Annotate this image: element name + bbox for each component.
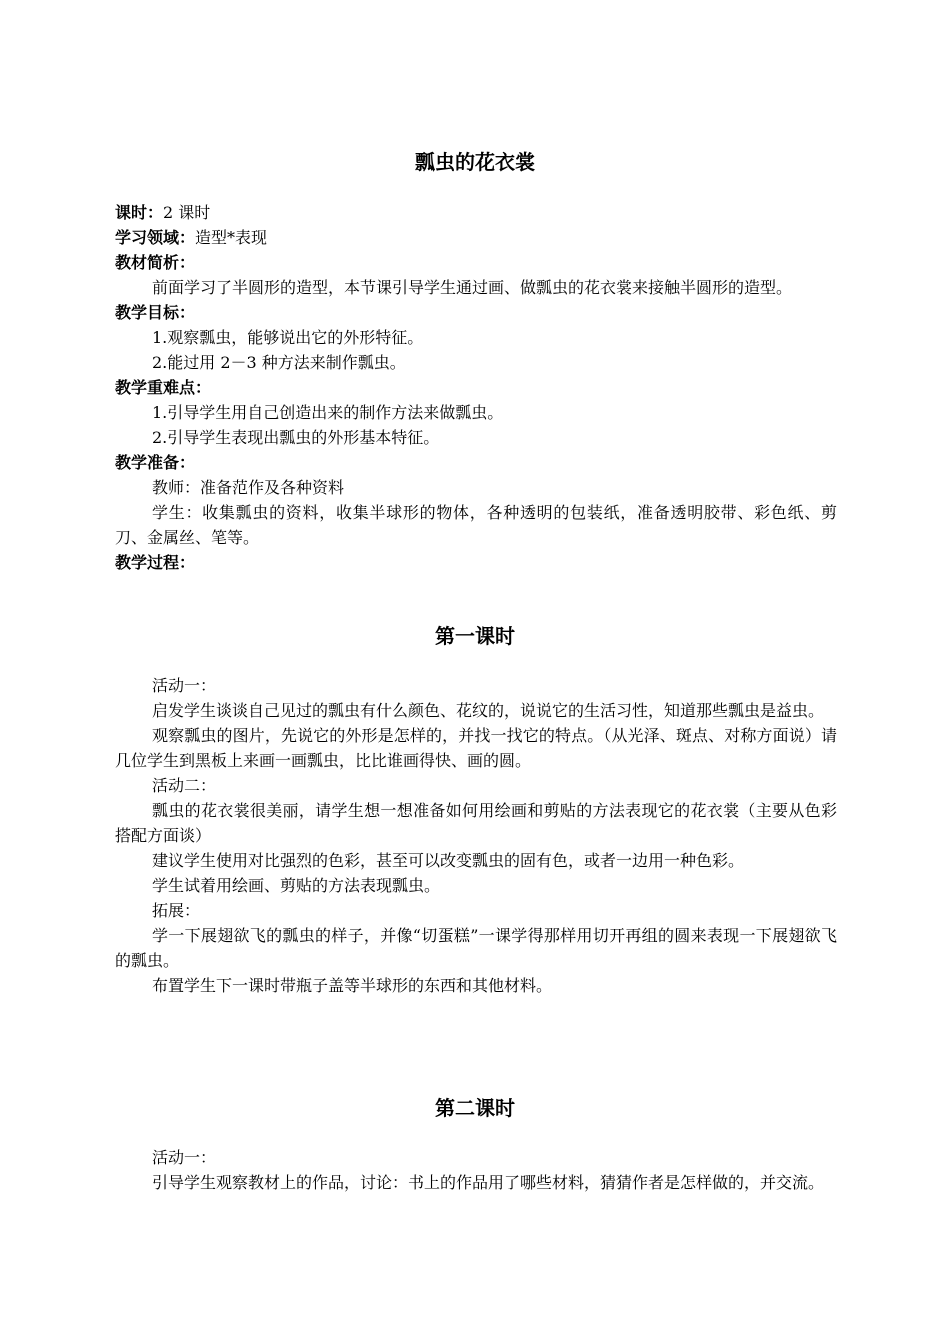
lesson1-heading: 第一课时: [435, 624, 515, 648]
goals-label-line: [115, 300, 837, 325]
preparation-label-line: [115, 450, 837, 475]
goal-item-1: 1.观察瓢虫，能够说出它的外形特征。: [152, 328, 424, 347]
process-label-line: [115, 550, 837, 575]
lesson2-activity1-label: 活动一：: [152, 1148, 217, 1167]
lesson1-body: [115, 673, 837, 998]
preparation-teacher: 教师：准备范作及各种资料: [152, 478, 345, 497]
analysis-label: 教材简析：: [115, 253, 196, 272]
class-hours-label: 课时：: [115, 203, 164, 222]
lesson1-activity1-paragraph2: 观察瓢虫的图片，先说它的外形是怎样的，并找一找它的特点。（从光泽、斑点、对称方面说）请几位学生到黑板上来画一画瓢虫，比比谁画得快、画的圆。: [115, 726, 837, 770]
lesson1-extension-label: 拓展：: [152, 901, 201, 920]
document-title: 瓢虫的花衣裳: [415, 150, 535, 174]
lesson-meta: [115, 200, 837, 575]
lesson2-body: [115, 1145, 837, 1195]
lesson1-extension-paragraph1: 学一下展翅欲飞的瓢虫的样子，并像“切蛋糕”一课学得那样用切开再组的圆来表现一下展翅欲飞的瓢虫。: [115, 926, 837, 970]
key-point-item-1: 1.引导学生用自己创造出来的制作方法来做瓢虫。: [152, 403, 504, 422]
lesson2-heading: 第二课时: [435, 1096, 515, 1120]
class-hours-line: [115, 200, 837, 225]
domain-label: 学习领域：: [115, 228, 196, 247]
lesson1-activity2-paragraph3: 学生试着用绘画、剪贴的方法表现瓢虫。: [152, 876, 441, 895]
analysis-label-line: [115, 250, 837, 275]
lesson1-activity2-paragraph1: 瓢虫的花衣裳很美丽，请学生想一想准备如何用绘画和剪贴的方法表现它的花衣裳（主要从色彩搭配方面谈）: [115, 801, 837, 845]
domain-value: 造型*表现: [195, 228, 268, 247]
key-point-item-2: 2.引导学生表现出瓢虫的外形基本特征。: [152, 428, 440, 447]
goals-label: 教学目标：: [115, 303, 196, 322]
preparation-label: 教学准备：: [115, 453, 196, 472]
goal-item-2: 2.能过用 2－3 种方法来制作瓢虫。: [152, 353, 406, 372]
process-label: 教学过程：: [115, 553, 196, 572]
preparation-student: 学生：收集瓢虫的资料，收集半球形的物体，各种透明的包装纸，准备透明胶带、彩色纸、剪刀、金属丝、笔等。: [115, 503, 837, 547]
analysis-text: 前面学习了半圆形的造型，本节课引导学生通过画、做瓢虫的花衣裳来接触半圆形的造型。: [152, 278, 793, 297]
key-points-label: 教学重难点：: [115, 378, 212, 397]
lesson1-activity2-label: 活动二：: [152, 776, 217, 795]
lesson1-extension-paragraph2: 布置学生下一课时带瓶子盖等半球形的东西和其他材料。: [152, 976, 553, 995]
domain-line: [115, 225, 837, 250]
class-hours-value: 2 课时: [163, 203, 211, 222]
lesson1-activity1-paragraph1: 启发学生谈谈自己见过的瓢虫有什么颜色、花纹的，说说它的生活习性，知道那些瓢虫是益虫。: [152, 701, 825, 720]
lesson1-activity2-paragraph2: 建议学生使用对比强烈的色彩，甚至可以改变瓢虫的固有色，或者一边用一种色彩。: [152, 851, 745, 870]
key-points-label-line: [115, 375, 837, 400]
lesson2-activity1-paragraph1: 引导学生观察教材上的作品，讨论：书上的作品用了哪些材料，猜猜作者是怎样做的，并交流。: [152, 1173, 825, 1192]
lesson1-activity1-label: 活动一：: [152, 676, 217, 695]
